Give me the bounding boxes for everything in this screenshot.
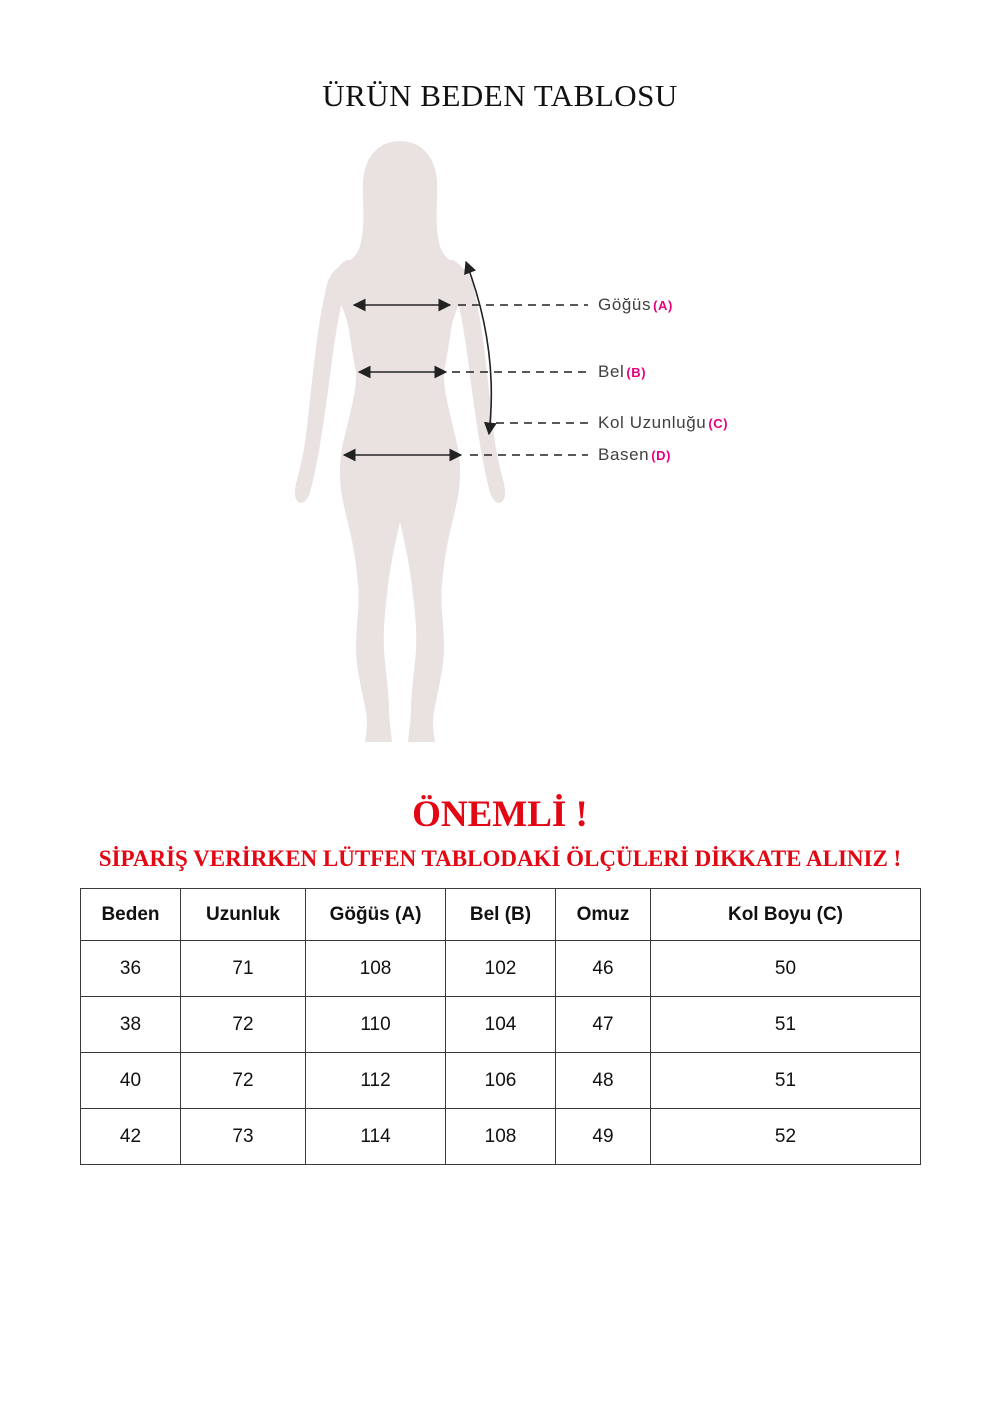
table-row (81, 1053, 921, 1109)
cell-beden: 38 (81, 997, 181, 1053)
label-basen-text: Basen (598, 445, 650, 464)
body-silhouette (295, 141, 505, 742)
cell-kol-boyu: 50 (651, 941, 921, 997)
label-basen (598, 445, 671, 465)
label-bel-letter: (B) (626, 365, 647, 380)
cell-gogus: 114 (306, 1109, 446, 1165)
order-warning-text: SİPARİŞ VERİRKEN LÜTFEN TABLODAKİ ÖLÇÜLERİ DİKKATE ALINIZ ! (98, 846, 902, 871)
header-kol-boyu: Kol Boyu (C) (651, 889, 921, 941)
cell-bel: 106 (446, 1053, 556, 1109)
header-gogus: Göğüs (A) (306, 889, 446, 941)
label-kol-text: Kol Uzunluğu (598, 413, 707, 432)
cell-bel: 102 (446, 941, 556, 997)
header-beden: Beden (81, 889, 181, 941)
cell-uzunluk: 73 (181, 1109, 306, 1165)
page-title: ÜRÜN BEDEN TABLOSU (322, 78, 678, 113)
table-row (81, 941, 921, 997)
silhouette-torso-legs (333, 260, 467, 742)
label-kol-uzunlugu (598, 413, 728, 433)
cell-gogus: 108 (306, 941, 446, 997)
label-gogus (598, 295, 673, 315)
cell-omuz: 46 (556, 941, 651, 997)
important-heading: ÖNEMLİ ! (412, 794, 588, 835)
cell-uzunluk: 72 (181, 997, 306, 1053)
cell-omuz: 47 (556, 997, 651, 1053)
cell-kol-boyu: 52 (651, 1109, 921, 1165)
cell-beden: 42 (81, 1109, 181, 1165)
header-omuz: Omuz (556, 889, 651, 941)
cell-omuz: 49 (556, 1109, 651, 1165)
cell-beden: 36 (81, 941, 181, 997)
cell-uzunluk: 72 (181, 1053, 306, 1109)
cell-kol-boyu: 51 (651, 1053, 921, 1109)
label-bel (598, 362, 646, 382)
cell-uzunluk: 71 (181, 941, 306, 997)
size-table (80, 888, 921, 1165)
cell-beden: 40 (81, 1053, 181, 1109)
cell-gogus: 112 (306, 1053, 446, 1109)
label-gogus-letter: (A) (653, 298, 673, 313)
size-table-header-row (81, 889, 921, 941)
table-row (81, 1109, 921, 1165)
cell-gogus: 110 (306, 997, 446, 1053)
cell-kol-boyu: 51 (651, 997, 921, 1053)
header-uzunluk: Uzunluk (181, 889, 306, 941)
label-gogus-text: Göğüs (598, 295, 652, 314)
silhouette-head (344, 141, 456, 264)
label-basen-letter: (D) (651, 448, 672, 463)
label-kol-letter: (C) (708, 416, 729, 431)
cell-bel: 108 (446, 1109, 556, 1165)
label-bel-text: Bel (598, 362, 625, 381)
cell-bel: 104 (446, 997, 556, 1053)
table-row (81, 997, 921, 1053)
cell-omuz: 48 (556, 1053, 651, 1109)
header-bel: Bel (B) (446, 889, 556, 941)
